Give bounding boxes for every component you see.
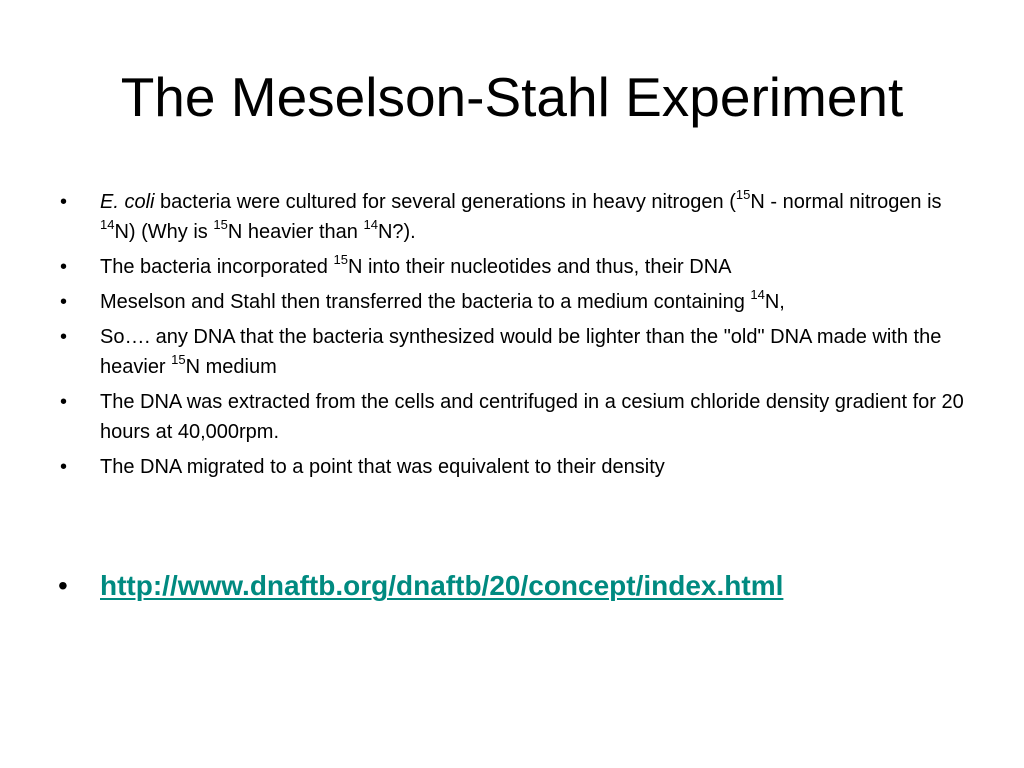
isotope-superscript: 14 <box>363 217 378 233</box>
bullet-glyph: • <box>60 391 68 413</box>
isotope-superscript: 15 <box>213 217 228 233</box>
bullet-text-part: So…. any DNA that the bacteria synthesized would be lighter than the "old" DNA made with the heavier <box>100 326 942 378</box>
bullet-glyph: • <box>60 291 68 313</box>
isotope-superscript: 15 <box>735 187 751 203</box>
species-name: E. coli <box>100 191 155 213</box>
bullet-item-2 <box>58 252 978 282</box>
isotope-superscript: 14 <box>750 287 765 303</box>
bullet-text-part: N, <box>764 291 785 313</box>
bullet-text <box>100 287 785 313</box>
bullet-item-1 <box>58 187 978 247</box>
bullet-list <box>58 187 978 487</box>
bullet-text-part: N?). <box>377 221 416 243</box>
isotope-superscript: 15 <box>333 252 348 268</box>
isotope-superscript: 15 <box>171 352 186 368</box>
bullet-glyph: • <box>60 456 68 478</box>
bullet-item-3 <box>58 287 978 317</box>
bullet-text: The DNA was extracted from the cells and centrifuged in a cesium chloride density gradient for 20 hours at 40,000rpm. <box>100 391 964 443</box>
bullet-text <box>100 252 732 278</box>
bullet-item-4 <box>58 322 978 382</box>
bullet-text-part: N - normal nitrogen is <box>750 191 942 213</box>
bullet-glyph: • <box>58 570 68 601</box>
slide-title: The Meselson-Stahl Experiment <box>120 66 904 128</box>
bullet-text-part: N) (Why is <box>114 221 214 243</box>
bullet-glyph: • <box>60 326 68 348</box>
bullet-text-part: The bacteria incorporated <box>100 256 334 278</box>
bullet-text-part: N medium <box>185 356 277 378</box>
bullet-item-6 <box>58 452 978 482</box>
bullet-text <box>100 187 942 243</box>
bullet-text: The DNA migrated to a point that was equivalent to their density <box>100 456 665 478</box>
concept-link[interactable]: http://www.dnaftb.org/dnaftb/20/concept/index.html <box>100 570 784 601</box>
bullet-glyph: • <box>60 256 68 278</box>
isotope-superscript: 14 <box>100 217 115 233</box>
bullet-text-part: bacteria were cultured for several generations in heavy nitrogen ( <box>154 191 736 213</box>
bullet-text <box>100 326 941 378</box>
link-bullet <box>58 566 1024 606</box>
bullet-text-part: N heavier than <box>227 221 364 243</box>
bullet-text-part: N into their nucleotides and thus, their DNA <box>347 256 732 278</box>
bullet-item-5 <box>58 387 978 447</box>
bullet-text-part: Meselson and Stahl then transferred the bacteria to a medium containing <box>100 291 751 313</box>
bullet-glyph: • <box>60 191 68 213</box>
